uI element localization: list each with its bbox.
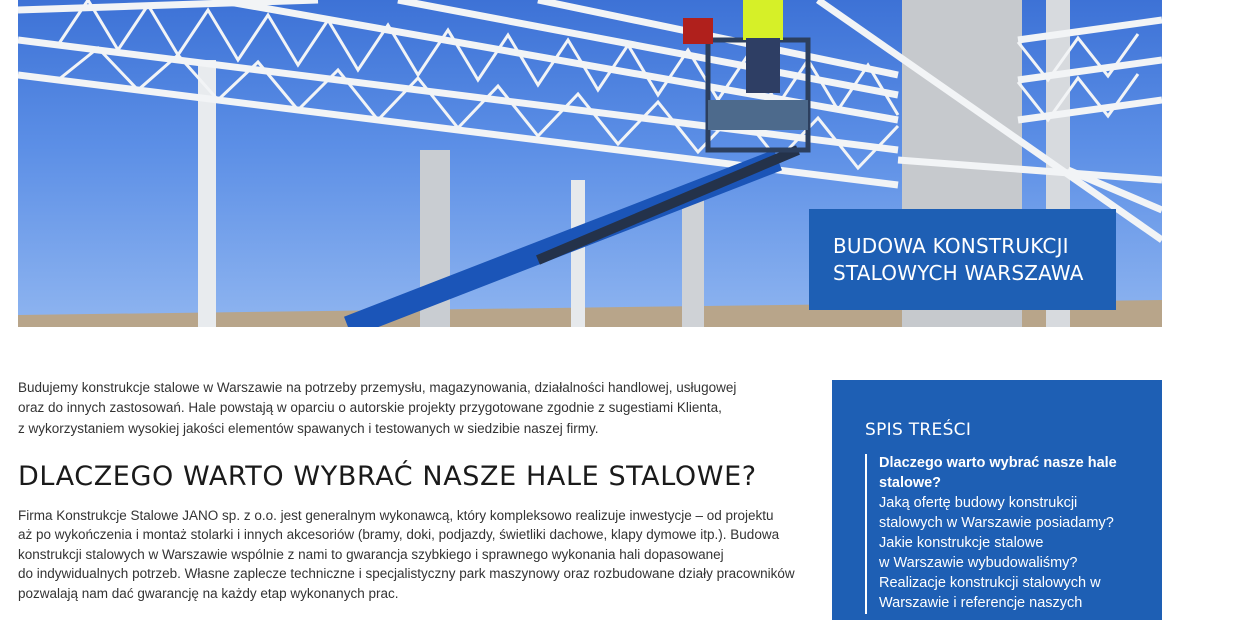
toc-item-offer[interactable]: [879, 494, 1159, 533]
intro-line: Budujemy konstrukcje stalowe w Warszawie na potrzeby przemysłu, magazynowania, działalności handlowej, usługowej: [18, 380, 737, 395]
toc-item-label: stalowych w Warszawie posiadamy?: [879, 514, 1114, 531]
toc-list: [865, 454, 1159, 614]
toc-item-label: Jakie konstrukcje stalowe: [879, 535, 1044, 551]
section-heading: DLACZEGO WARTO WYBRAĆ NASZE HALE STALOWE?: [18, 460, 757, 492]
table-of-contents: [832, 380, 1162, 620]
section-line: konstrukcji stalowych w Warszawie wspólnie z nami to gwarancja szybkiego i sprawnego wykonania hali dopasowanej: [18, 546, 724, 562]
toc-item-label: Jaką ofertę budowy konstrukcji: [879, 495, 1078, 511]
intro-line: oraz do innych zastosowań. Hale powstają w oparciu o autorskie projekty przygotowane zgodnie z sugestiami Klienta,: [18, 400, 722, 416]
toc-item-label: w Warszawie wybudowaliśmy?: [879, 554, 1078, 571]
hero-banner: [809, 209, 1116, 310]
toc-title: SPIS TREŚCI: [865, 420, 972, 440]
hero-banner-line1: BUDOWA KONSTRUKCJI: [833, 234, 1069, 258]
hero-image: [18, 0, 1162, 327]
hero-banner-line2: STALOWYCH WARSZAWA: [833, 261, 1084, 285]
toc-item-label: stalowe?: [879, 474, 942, 491]
section-line: Firma Konstrukcje Stalowe JANO sp. z o.o. jest generalnym wykonawcą, który kompleksowo realizuje inwestycje – od projektu: [18, 507, 774, 523]
toc-item-realizations[interactable]: [879, 574, 1159, 613]
section-line: do indywidualnych potrzeb. Własne zaplecze techniczne i specjalistyczny park maszynowy oraz rozbudowane działy pracowników: [18, 566, 795, 582]
main-content: [18, 378, 798, 603]
section-line: aż po wykończenia i montaż stolarki i innych akcesoriów (bramy, doki, podjazdy, świetliki dachowe, klapy dymowe itp.). Budowa: [18, 527, 780, 543]
section-paragraph: [18, 506, 798, 604]
toc-item-label: Realizacje konstrukcji stalowych w: [879, 575, 1101, 591]
toc-item-why-choose[interactable]: [879, 454, 1159, 493]
section-line: pozwalają nam dać gwarancję na każdy etap wykonanych prac.: [18, 585, 399, 601]
toc-item-built[interactable]: [879, 534, 1159, 573]
intro-line: z wykorzystaniem wysokiej jakości elementów spawanych i testowanych w siedzibie naszej firmy.: [18, 420, 599, 436]
toc-item-label: Dlaczego warto wybrać nasze hale: [879, 455, 1117, 471]
intro-paragraph: [18, 378, 798, 439]
toc-item-label: Warszawie i referencje naszych: [879, 594, 1083, 611]
